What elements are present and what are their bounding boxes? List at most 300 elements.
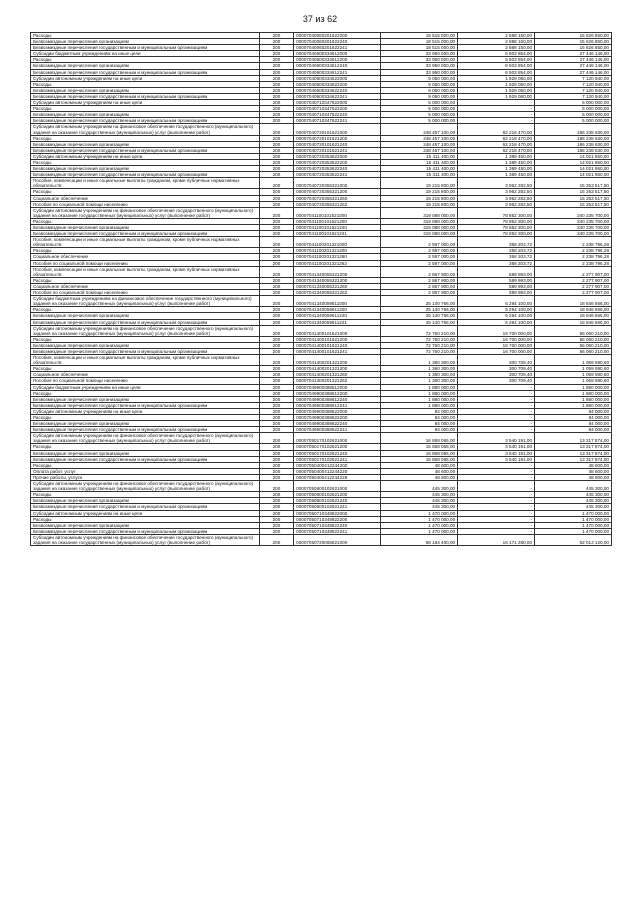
row-executed: 2 888 150,00 (458, 45, 535, 51)
row-approved: 1 360 300,00 (381, 372, 458, 378)
row-approved: 2 867 900,00 (381, 277, 458, 283)
row-name: Безвозмездные перечисления организациям (31, 87, 260, 93)
page-number: 37 из 62 (302, 14, 338, 24)
row-name: Субсидии автономным учреждениям на финансовое обеспечение государственного (муниципального) задания на оказание государственных (муниципальных) услуг (выполнение работ) (31, 207, 260, 218)
row-code: 200 (259, 87, 293, 93)
row-unexecuted: 18 846 666,00 (535, 313, 612, 319)
row-code: 200 (259, 427, 293, 433)
row-approved: 1 360 300,00 (381, 378, 458, 384)
row-code: 200 (259, 366, 293, 372)
row-unexecuted: 1 470 000,00 (535, 522, 612, 528)
table-row (31, 313, 612, 319)
row-executed: - (458, 396, 535, 402)
row-executed: 1 929 060,00 (458, 87, 535, 93)
row-unexecuted: 2 277 907,00 (535, 290, 612, 296)
row-name: Пособия по социальной помощи населению (31, 201, 260, 207)
row-executed: 6 503 854,00 (458, 51, 535, 57)
row-executed: 62 218 470,00 (458, 141, 535, 147)
row-kbk: 00007040060201622241 (294, 45, 381, 51)
row-kbk: 00007040600334612240 (294, 63, 381, 69)
row-executed: - (458, 462, 535, 468)
row-approved: 16 858 065,00 (381, 456, 458, 462)
row-code: 200 (259, 118, 293, 124)
row-unexecuted: 13 317 874,00 (535, 444, 612, 450)
row-name: Безвозмездные перечисления государственным и муниципальным организациям (31, 231, 260, 237)
row-executed: 78 852 300,00 (458, 231, 535, 237)
row-unexecuted: 1 880 000,00 (535, 396, 612, 402)
row-approved: 319 088 000,00 (381, 225, 458, 231)
row-unexecuted: 48 600,00 (535, 468, 612, 474)
row-name: Расходы (31, 248, 260, 254)
row-unexecuted: 56 060 210,00 (535, 342, 612, 348)
row-approved: 9 050 000,00 (381, 75, 458, 81)
table-row (31, 166, 612, 172)
row-kbk: 00007040600334612000 (294, 51, 381, 57)
row-executed: - (458, 468, 535, 474)
row-kbk: 00007050720065621000 (294, 534, 381, 545)
row-code: 200 (259, 100, 293, 106)
row-name: Безвозмездные перечисления государственным и муниципальным организациям (31, 456, 260, 462)
row-unexecuted: 1 059 590,60 (535, 366, 612, 372)
row-code: 200 (259, 283, 293, 289)
row-code: 200 (259, 296, 293, 307)
row-code: 200 (259, 456, 293, 462)
row-approved: 2 867 900,00 (381, 283, 458, 289)
row-code: 200 (259, 481, 293, 492)
row-executed: - (458, 510, 535, 516)
row-executed: 16 700 000,00 (458, 348, 535, 354)
table-row (31, 141, 612, 147)
row-kbk: 00007041340059611241 (294, 319, 381, 325)
row-code: 200 (259, 260, 293, 266)
row-approved: 33 950 000,00 (381, 51, 458, 57)
row-executed: 358 203,72 (458, 260, 535, 266)
row-executed: 3 540 191,00 (458, 450, 535, 456)
row-approved: 16 858 065,00 (381, 433, 458, 444)
row-unexecuted: 13 317 874,00 (535, 433, 612, 444)
row-kbk: 00007050170102621000 (294, 433, 381, 444)
row-approved: 15 411 400,00 (381, 159, 458, 165)
table-row (31, 93, 612, 99)
row-name: Безвозмездные перечисления организациям (31, 522, 260, 528)
row-executed: 3 962 282,50 (458, 201, 535, 207)
row-kbk: 00007041340059611200 (294, 307, 381, 313)
row-kbk: 00007041100101621200 (294, 218, 381, 224)
row-code: 200 (259, 433, 293, 444)
row-unexecuted: 7 120 940,00 (535, 75, 612, 81)
row-unexecuted: 5 000 000,00 (535, 112, 612, 118)
row-name: Субсидии автономным учреждениям на иные цели (31, 100, 260, 106)
row-executed: 78 852 300,00 (458, 207, 535, 218)
row-executed: 6 503 854,00 (458, 63, 535, 69)
row-executed: 300 709,40 (458, 366, 535, 372)
row-executed: - (458, 390, 535, 396)
row-executed: 1 389 450,00 (458, 159, 535, 165)
row-approved: 5 000 000,00 (381, 106, 458, 112)
row-code: 200 (259, 468, 293, 474)
row-code: 200 (259, 534, 293, 545)
row-approved: 319 088 000,00 (381, 207, 458, 218)
table-row (31, 87, 612, 93)
table-row (31, 348, 612, 354)
row-code: 200 (259, 69, 293, 75)
row-executed: - (458, 415, 535, 421)
row-name: Пособия, компенсации и иные социальные выплаты гражданам, кроме публичных нормативных обязательств (31, 178, 260, 189)
row-code: 200 (259, 307, 293, 313)
row-approved: 9 050 000,00 (381, 87, 458, 93)
row-executed: - (458, 421, 535, 427)
row-executed: 6 294 100,00 (458, 307, 535, 313)
row-executed: 16 171 280,00 (458, 534, 535, 545)
table-row (31, 45, 612, 51)
row-kbk: 00007041100201321000 (294, 237, 381, 248)
row-unexecuted: 2 238 796,28 (535, 260, 612, 266)
row-approved: 248 457 100,00 (381, 141, 458, 147)
row-executed: 6 503 854,00 (458, 69, 535, 75)
row-executed: 3 540 191,00 (458, 456, 535, 462)
row-kbk: 00007040600334622000 (294, 75, 381, 81)
row-kbk: 00007041340059611000 (294, 296, 381, 307)
row-approved: 48 600,00 (381, 474, 458, 480)
row-kbk: 00007049900388622200 (294, 415, 381, 421)
row-unexecuted: 1 880 000,00 (535, 402, 612, 408)
row-code: 200 (259, 166, 293, 172)
row-kbk: 00007041340055321262 (294, 290, 381, 296)
row-approved: 33 950 000,00 (381, 63, 458, 69)
row-executed: 589 993,00 (458, 266, 535, 277)
row-name: Пособия по социальной помощи населению (31, 260, 260, 266)
row-approved: 2 597 000,00 (381, 248, 458, 254)
row-approved: 72 760 210,00 (381, 348, 458, 354)
row-name: Безвозмездные перечисления организациям (31, 141, 260, 147)
row-code: 200 (259, 336, 293, 342)
row-code: 200 (259, 402, 293, 408)
row-unexecuted: 13 317 874,00 (535, 450, 612, 456)
row-code: 200 (259, 81, 293, 87)
row-kbk: 00007040720101621240 (294, 141, 381, 147)
row-kbk: 00007040720355321260 (294, 195, 381, 201)
row-executed: 6 294 100,00 (458, 313, 535, 319)
table-row (31, 296, 612, 307)
row-name: Пособия, компенсации и иные социальные выплаты гражданам, кроме публичных нормативных обязательств (31, 355, 260, 366)
row-code: 200 (259, 462, 293, 468)
row-kbk: 00007040720353622240 (294, 166, 381, 172)
row-executed: 6 294 100,00 (458, 296, 535, 307)
row-approved: 1 360 300,00 (381, 355, 458, 366)
row-unexecuted: 84 000,00 (535, 415, 612, 421)
row-approved: 445 300,00 (381, 498, 458, 504)
row-unexecuted: 1 470 000,00 (535, 516, 612, 522)
row-name: Прочие работы, услуги (31, 474, 260, 480)
row-unexecuted: 2 277 907,00 (535, 283, 612, 289)
row-name: Социальное обеспечение (31, 372, 260, 378)
budget-table-body (31, 33, 612, 546)
row-approved: 72 760 210,00 (381, 336, 458, 342)
row-executed: - (458, 106, 535, 112)
row-code: 200 (259, 504, 293, 510)
row-approved: 84 000,00 (381, 408, 458, 414)
row-unexecuted: 1 059 590,60 (535, 372, 612, 378)
row-unexecuted: 14 021 950,00 (535, 166, 612, 172)
row-approved: 19 215 800,00 (381, 178, 458, 189)
row-code: 200 (259, 444, 293, 450)
row-kbk: 00007040710347622000 (294, 100, 381, 106)
row-unexecuted: 186 238 630,00 (535, 124, 612, 135)
row-approved: 16 858 065,00 (381, 444, 458, 450)
row-executed: 358 203,72 (458, 254, 535, 260)
row-name: Субсидии бюджетным учреждениям на иные цели (31, 51, 260, 57)
table-row (31, 147, 612, 153)
row-code: 200 (259, 396, 293, 402)
table-row (31, 75, 612, 81)
row-kbk: 00007040720353622200 (294, 159, 381, 165)
row-unexecuted: 445 300,00 (535, 504, 612, 510)
row-approved: 19 215 800,00 (381, 189, 458, 195)
table-row (31, 260, 612, 266)
row-approved: 1 880 000,00 (381, 390, 458, 396)
row-code: 200 (259, 492, 293, 498)
row-unexecuted: 14 021 950,00 (535, 159, 612, 165)
row-unexecuted: 56 060 210,00 (535, 348, 612, 354)
row-approved: 72 760 210,00 (381, 325, 458, 336)
row-kbk: 00007040060201622240 (294, 39, 381, 45)
row-unexecuted: 5 000 000,00 (535, 100, 612, 106)
row-kbk: 00007040060201622200 (294, 33, 381, 39)
row-code: 200 (259, 33, 293, 39)
row-approved: 15 411 400,00 (381, 172, 458, 178)
row-unexecuted: 56 060 210,00 (535, 336, 612, 342)
row-kbk: 00007041100101621000 (294, 207, 381, 218)
row-name: Безвозмездные перечисления государственным и муниципальным организациям (31, 319, 260, 325)
row-code: 200 (259, 178, 293, 189)
row-code: 200 (259, 342, 293, 348)
row-unexecuted: 15 253 517,50 (535, 201, 612, 207)
row-name: Субсидии автономным учреждениям на иные цели (31, 75, 260, 81)
row-name: Безвозмездные перечисления государственным и муниципальным организациям (31, 172, 260, 178)
row-name: Безвозмездные перечисления организациям (31, 313, 260, 319)
row-name: Субсидии автономным учреждениям на финансовое обеспечение государственного (муниципального) задания на оказание государственных (муниципальных) услуг (выполнение работ) (31, 124, 260, 135)
row-approved: 48 600,00 (381, 462, 458, 468)
row-code: 200 (259, 93, 293, 99)
row-kbk: 00007041100101621241 (294, 231, 381, 237)
row-unexecuted: 18 846 666,00 (535, 319, 612, 325)
table-row (31, 290, 612, 296)
row-approved: 1 470 000,00 (381, 528, 458, 534)
row-kbk: 00007049900388612000 (294, 384, 381, 390)
row-kbk: 00007041340055321200 (294, 277, 381, 283)
table-row (31, 124, 612, 135)
budget-table (30, 32, 612, 546)
row-code: 200 (259, 390, 293, 396)
row-unexecuted: 15 626 850,00 (535, 39, 612, 45)
row-executed: 16 700 000,00 (458, 325, 535, 336)
row-executed: - (458, 504, 535, 510)
row-code: 200 (259, 106, 293, 112)
row-kbk: 00007040710347622241 (294, 118, 381, 124)
row-executed: - (458, 100, 535, 106)
row-executed: 16 700 000,00 (458, 342, 535, 348)
row-approved: 25 140 766,00 (381, 313, 458, 319)
row-name: Безвозмездные перечисления организациям (31, 112, 260, 118)
row-kbk: 00007040720353622241 (294, 172, 381, 178)
row-kbk: 00007041400101621200 (294, 336, 381, 342)
row-executed: - (458, 402, 535, 408)
row-executed: - (458, 112, 535, 118)
row-code: 200 (259, 522, 293, 528)
row-name: Безвозмездные перечисления организациям (31, 396, 260, 402)
row-executed: 300 709,40 (458, 372, 535, 378)
table-row (31, 355, 612, 366)
row-approved: 18 515 000,00 (381, 45, 458, 51)
row-code: 200 (259, 325, 293, 336)
table-row (31, 69, 612, 75)
row-approved: 1 360 300,00 (381, 366, 458, 372)
row-kbk: 00007050710348822000 (294, 510, 381, 516)
row-unexecuted: 18 846 666,00 (535, 296, 612, 307)
row-approved: 33 950 000,00 (381, 69, 458, 75)
table-row (31, 153, 612, 159)
row-executed: - (458, 498, 535, 504)
row-code: 200 (259, 124, 293, 135)
row-executed: 3 962 282,50 (458, 189, 535, 195)
row-unexecuted: 84 000,00 (535, 427, 612, 433)
row-unexecuted: 52 013 120,00 (535, 534, 612, 545)
row-code: 200 (259, 266, 293, 277)
row-executed: 3 962 282,50 (458, 195, 535, 201)
row-kbk: 00007040720101621200 (294, 135, 381, 141)
row-name: Расходы (31, 159, 260, 165)
row-code: 200 (259, 207, 293, 218)
row-unexecuted: 14 021 950,00 (535, 172, 612, 178)
row-approved: 5 000 000,00 (381, 118, 458, 124)
row-executed: 358 203,72 (458, 248, 535, 254)
row-name: Расходы (31, 57, 260, 63)
table-row (31, 481, 612, 492)
row-approved: 72 760 210,00 (381, 342, 458, 348)
table-row (31, 433, 612, 444)
row-unexecuted: 186 238 630,00 (535, 147, 612, 153)
row-name: Безвозмездные перечисления государственным и муниципальным организациям (31, 427, 260, 433)
row-name: Расходы (31, 444, 260, 450)
row-kbk: 00007050400412244200 (294, 462, 381, 468)
row-code: 200 (259, 147, 293, 153)
row-kbk: 00007050600102621241 (294, 504, 381, 510)
row-kbk: 00007040600334612200 (294, 57, 381, 63)
row-unexecuted: 15 253 517,50 (535, 189, 612, 195)
row-name: Расходы (31, 366, 260, 372)
row-code: 200 (259, 201, 293, 207)
row-executed: 6 294 100,00 (458, 319, 535, 325)
row-executed: 1 929 060,00 (458, 93, 535, 99)
row-code: 200 (259, 450, 293, 456)
row-kbk: 00007041100201321260 (294, 254, 381, 260)
row-name: Пособия по социальной помощи населению (31, 290, 260, 296)
row-kbk: 00007050710348822200 (294, 516, 381, 522)
row-executed: - (458, 522, 535, 528)
row-kbk: 00007041400101621241 (294, 348, 381, 354)
table-row (31, 63, 612, 69)
row-approved: 248 457 100,00 (381, 135, 458, 141)
row-name: Безвозмездные перечисления организациям (31, 342, 260, 348)
row-executed: 589 993,00 (458, 277, 535, 283)
row-kbk: 00007050400412244226 (294, 474, 381, 480)
row-unexecuted: 240 235 700,00 (535, 218, 612, 224)
row-code: 200 (259, 141, 293, 147)
row-approved: 9 050 000,00 (381, 81, 458, 87)
row-unexecuted: 5 000 000,00 (535, 118, 612, 124)
row-name: Субсидии автономным учреждениям на финансовое обеспечение государственного (муниципального) задания на оказание государственных (муниципальных) услуг (выполнение работ) (31, 433, 260, 444)
row-code: 200 (259, 378, 293, 384)
table-row (31, 231, 612, 237)
row-kbk: 00007050710348822241 (294, 528, 381, 534)
row-executed: 3 540 191,00 (458, 433, 535, 444)
row-approved: 9 050 000,00 (381, 93, 458, 99)
row-unexecuted: 84 000,00 (535, 408, 612, 414)
row-unexecuted: 27 446 146,00 (535, 69, 612, 75)
row-unexecuted: 240 235 700,00 (535, 225, 612, 231)
row-executed: 1 929 060,00 (458, 81, 535, 87)
table-row (31, 456, 612, 462)
row-name: Безвозмездные перечисления организациям (31, 450, 260, 456)
row-name: Социальное обеспечение (31, 283, 260, 289)
row-kbk: 00007040720355321000 (294, 178, 381, 189)
row-kbk: 00007040720355321200 (294, 189, 381, 195)
row-kbk: 00007050600102621240 (294, 498, 381, 504)
row-approved: 248 457 100,00 (381, 124, 458, 135)
row-kbk: 00007049900388622000 (294, 408, 381, 414)
row-name: Социальное обеспечение (31, 254, 260, 260)
row-kbk: 00007050170102621200 (294, 444, 381, 450)
row-name: Безвозмездные перечисления государственным и муниципальным организациям (31, 528, 260, 534)
row-code: 200 (259, 39, 293, 45)
row-name: Субсидии автономным учреждениям на финансовое обеспечение государственного (муниципального) задания на оказание государственных (муниципальных) услуг (выполнение работ) (31, 481, 260, 492)
row-kbk: 00007040720353622000 (294, 153, 381, 159)
table-row (31, 534, 612, 545)
row-code: 200 (259, 159, 293, 165)
row-unexecuted: 15 626 850,00 (535, 33, 612, 39)
row-approved: 84 000,00 (381, 421, 458, 427)
row-approved: 19 215 800,00 (381, 201, 458, 207)
row-name: Субсидии бюджетным учреждениям на финансовое обеспечение государственного (муниципального) задания на оказание государственных (муниципальных) услуг (выполнение работ) (31, 296, 260, 307)
row-code: 200 (259, 218, 293, 224)
row-name: Безвозмездные перечисления государственным и муниципальным организациям (31, 45, 260, 51)
row-name: Расходы (31, 277, 260, 283)
row-kbk: 00007040720101621241 (294, 147, 381, 153)
row-unexecuted: 7 120 940,00 (535, 81, 612, 87)
row-code: 200 (259, 153, 293, 159)
row-unexecuted: 2 238 796,28 (535, 237, 612, 248)
row-name: Безвозмездные перечисления организациям (31, 498, 260, 504)
table-row (31, 172, 612, 178)
row-code: 200 (259, 528, 293, 534)
row-code: 200 (259, 51, 293, 57)
row-kbk: 00007049900388622241 (294, 427, 381, 433)
row-name: Безвозмездные перечисления государственным и муниципальным организациям (31, 147, 260, 153)
row-unexecuted: 7 120 940,00 (535, 93, 612, 99)
row-executed: 1 389 450,00 (458, 166, 535, 172)
row-name: Расходы (31, 516, 260, 522)
row-kbk: 00007050710348822240 (294, 522, 381, 528)
row-approved: 84 000,00 (381, 427, 458, 433)
row-executed: 62 218 470,00 (458, 147, 535, 153)
row-code: 200 (259, 112, 293, 118)
row-code: 200 (259, 510, 293, 516)
row-executed: 1 389 450,00 (458, 172, 535, 178)
row-executed: - (458, 492, 535, 498)
row-approved: 25 140 766,00 (381, 296, 458, 307)
row-unexecuted: 48 600,00 (535, 474, 612, 480)
row-name: Субсидии бюджетным учреждениям на иные цели (31, 384, 260, 390)
